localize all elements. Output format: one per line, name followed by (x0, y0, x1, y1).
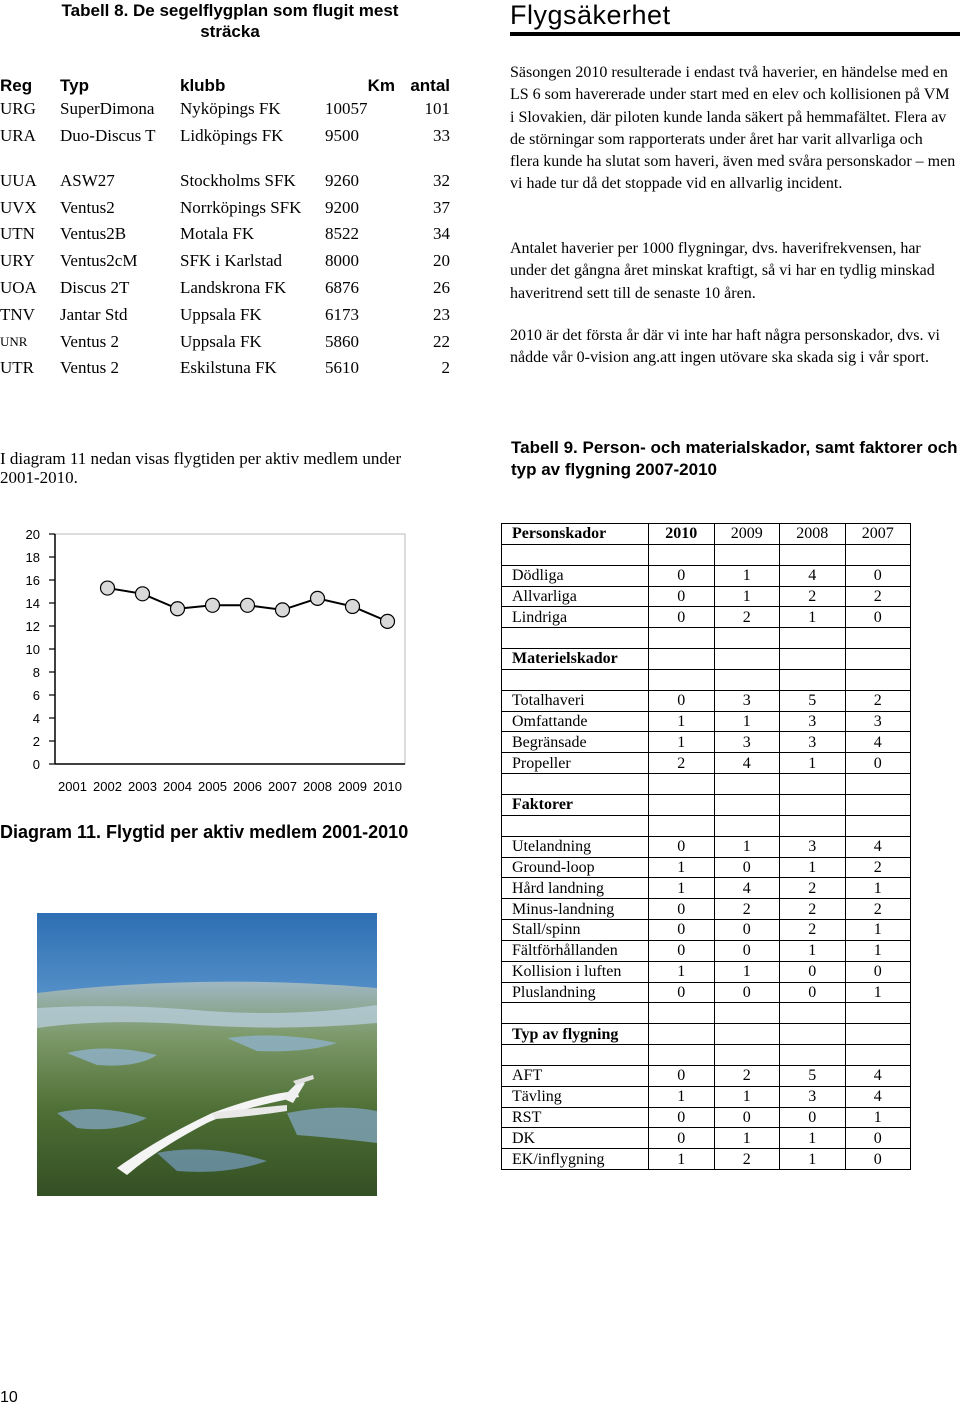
table9-value-cell: 0 (649, 607, 715, 628)
table8-cell-klubb: Motala FK (180, 224, 255, 244)
table9-empty-cell (780, 1003, 846, 1024)
table9-section-label: Materielskador (502, 649, 649, 670)
table9-empty-cell (845, 649, 911, 670)
table9-value-cell: 2 (714, 1149, 780, 1170)
table9-value-cell: 1 (845, 982, 911, 1003)
table9-row-label: Allvarliga (502, 586, 649, 607)
table9-spacer-row (502, 1045, 911, 1066)
table9-empty-cell (714, 794, 780, 815)
table9-row-label: Pluslandning (502, 982, 649, 1003)
table9-row-label: Stall/spinn (502, 920, 649, 941)
chart-x-tick-label: 2010 (373, 779, 402, 794)
table9-value-cell: 1 (714, 565, 780, 586)
table9-empty-cell (780, 649, 846, 670)
chart-data-point (206, 598, 220, 612)
table8-cell-reg: URA (0, 125, 36, 145)
table9-empty-cell (649, 628, 715, 649)
table9-value-cell: 0 (649, 586, 715, 607)
table9-empty-cell (845, 794, 911, 815)
table8-cell-antal: 23 (433, 304, 450, 324)
table8-cell-typ: Duo-Discus T (60, 125, 156, 145)
table9-value-cell: 0 (780, 982, 846, 1003)
table9-value-cell: 1 (780, 753, 846, 774)
table9-value-cell: 1 (714, 1086, 780, 1107)
table9-year-header: 2010 (649, 524, 715, 545)
table9-value-cell: 0 (780, 961, 846, 982)
table9-empty-cell (780, 1045, 846, 1066)
flygsakerhet-heading: Flygsäkerhet (510, 0, 960, 36)
table9-empty-cell (714, 815, 780, 836)
chart-y-tick-label: 14 (25, 596, 40, 611)
chart-y-tick-label: 0 (32, 757, 40, 772)
table8-cell-antal: 33 (433, 125, 450, 145)
chart-y-tick-label: 4 (32, 711, 40, 726)
table9-value-cell: 0 (845, 1149, 911, 1170)
table9-row (502, 857, 911, 878)
table9-value-cell: 2 (780, 899, 846, 920)
table9-row (502, 1086, 911, 1107)
table9 (501, 523, 911, 1170)
table9-value-cell: 3 (780, 836, 846, 857)
table8-row (0, 355, 460, 382)
table9-value-cell: 0 (649, 836, 715, 857)
flygsakerhet-paragraph-1: Säsongen 2010 resulterade i endast två haverier, en händelse med en LS 6 som havererade under start med en elev och kollisionen på VM i Slovakien, där piloten kunde landa säkert på hemmafältet. Flera av de störningar som rapporterats under året har varit allvarliga och flera kunde ha slutat som haveri, även med svåra personskador – men vi hade tur då det stoppade vid en allvarlig incident. (510, 64, 956, 193)
table9-empty-cell (502, 544, 649, 565)
table9-value-cell: 1 (780, 1128, 846, 1149)
table9-empty-cell (649, 669, 715, 690)
table8-cell-km: 6876 (325, 277, 359, 297)
glider-photo (37, 913, 377, 1196)
chart-data-point (171, 602, 185, 616)
table8-cell-typ: Jantar Std (60, 304, 128, 324)
table8-cell-typ: ASW27 (60, 170, 115, 190)
table9-empty-cell (845, 1045, 911, 1066)
table9-empty-cell (845, 1024, 911, 1045)
table8-cell-km: 10057 (325, 99, 368, 118)
table9-value-cell: 3 (845, 711, 911, 732)
table8-row (0, 123, 460, 168)
table9-empty-cell (649, 815, 715, 836)
table9-empty-cell (502, 1003, 649, 1024)
table9-row-label: Begränsade (502, 732, 649, 753)
table9-value-cell: 1 (845, 940, 911, 961)
table9-value-cell: 2 (845, 586, 911, 607)
table9-empty-cell (780, 669, 846, 690)
table9-empty-cell (780, 628, 846, 649)
table8-cell-km: 6173 (325, 304, 359, 324)
chart-x-tick-label: 2006 (233, 779, 262, 794)
table9-row-label: Lindriga (502, 607, 649, 628)
table8-cell-km: 9260 (325, 170, 359, 190)
table9-value-cell: 5 (780, 1065, 846, 1086)
table9-value-cell: 2 (780, 920, 846, 941)
table9-row (502, 940, 911, 961)
table9-empty-cell (845, 544, 911, 565)
table9-value-cell: 0 (649, 899, 715, 920)
table9-empty-cell (714, 1045, 780, 1066)
table9-section-row (502, 794, 911, 815)
table8-header-reg: Reg (0, 76, 33, 95)
table9-spacer-row (502, 669, 911, 690)
table9-value-cell: 0 (649, 920, 715, 941)
table8-cell-typ: SuperDimona (60, 99, 155, 118)
table9-value-cell: 0 (649, 1128, 715, 1149)
table8-cell-reg: TNV (0, 304, 35, 324)
table9-row-label: Hård landning (502, 878, 649, 899)
table8-cell-km: 9500 (325, 125, 359, 145)
table9-section-label: Faktorer (502, 794, 649, 815)
table9-value-cell: 4 (780, 565, 846, 586)
table9-value-cell: 1 (649, 732, 715, 753)
table9-row-label: Tävling (502, 1086, 649, 1107)
table9-row (502, 1107, 911, 1128)
table8-cell-antal: 2 (441, 358, 450, 378)
table9-row-label: RST (502, 1107, 649, 1128)
table8-cell-reg: UTR (0, 358, 34, 378)
table9-spacer-row (502, 544, 911, 565)
table9-value-cell: 3 (780, 732, 846, 753)
chart-data-point (381, 614, 395, 628)
table9-value-cell: 3 (714, 732, 780, 753)
table9-value-cell: 2 (845, 899, 911, 920)
table9-title: Tabell 9. Person- och materialskador, samt faktorer och typ av flygning 2007-2010 (511, 438, 958, 479)
table9-row (502, 753, 911, 774)
table9-spacer-row (502, 774, 911, 795)
table8-cell-klubb: Lidköpings FK (180, 125, 284, 145)
flygsakerhet-paragraph-3: 2010 är det första år där vi inte har haft några personskador, dvs. vi nådde vår 0-vision ang.att ingen utövare ska skada sig i vår sport. (510, 327, 940, 367)
table9-row-label: AFT (502, 1065, 649, 1086)
table9-value-cell: 0 (649, 1107, 715, 1128)
table9-empty-cell (845, 669, 911, 690)
page-number: 10 (0, 1389, 18, 1406)
chart-y-tick-label: 16 (25, 573, 40, 588)
table9-row (502, 878, 911, 899)
table9-value-cell: 0 (649, 690, 715, 711)
table8-cell-typ: Ventus 2 (60, 331, 120, 351)
table9-value-cell: 0 (845, 961, 911, 982)
table8-cell-km: 5610 (325, 358, 359, 378)
chart-x-tick-label: 2007 (268, 779, 297, 794)
table9-row-label: DK (502, 1128, 649, 1149)
table9-empty-cell (649, 649, 715, 670)
table9-value-cell: 4 (845, 732, 911, 753)
table9-empty-cell (714, 628, 780, 649)
table9-row (502, 732, 911, 753)
table9-row-label: Propeller (502, 753, 649, 774)
diagram-intro-paragraph: I diagram 11 nedan visas flygtiden per aktiv medlem under 2001-2010. (0, 449, 402, 487)
table8-row (0, 221, 460, 248)
table9-value-cell: 4 (714, 878, 780, 899)
table9-spacer-row (502, 628, 911, 649)
table9-row-label: Minus-landning (502, 899, 649, 920)
chart-data-point (346, 599, 360, 613)
table9-spacer-row (502, 1003, 911, 1024)
table8-cell-klubb: Uppsala FK (180, 331, 262, 351)
table9-empty-cell (714, 1024, 780, 1045)
table9-value-cell: 0 (714, 920, 780, 941)
table8-cell-antal: 32 (433, 170, 450, 190)
table9-section-row (502, 1024, 911, 1045)
table9-value-cell: 1 (649, 711, 715, 732)
table9-value-cell: 1 (649, 961, 715, 982)
table8-cell-typ: Ventus 2 (60, 358, 120, 378)
table8-cell-km: 5860 (325, 331, 359, 351)
table9-row-label: Utelandning (502, 836, 649, 857)
table9-value-cell: 4 (845, 836, 911, 857)
table8-row (0, 329, 460, 356)
table8-header-antal: antal (410, 76, 450, 95)
table8-cell-reg: UUA (0, 170, 37, 190)
chart-x-tick-label: 2009 (338, 779, 367, 794)
table9-empty-cell (714, 669, 780, 690)
table8-cell-klubb: SFK i Karlstad (180, 251, 282, 271)
table9-row-label: Fältförhållanden (502, 940, 649, 961)
table8-header-typ: Typ (60, 76, 89, 95)
table9-empty-cell (845, 1003, 911, 1024)
table9-empty-cell (845, 628, 911, 649)
table9-value-cell: 3 (780, 1086, 846, 1107)
table8-cell-km: 9200 (325, 197, 359, 217)
table9-empty-cell (714, 1003, 780, 1024)
table9-empty-cell (845, 774, 911, 795)
table9-row-label: Omfattande (502, 711, 649, 732)
table9-empty-cell (714, 774, 780, 795)
table9-row (502, 607, 911, 628)
table9-row (502, 1128, 911, 1149)
table9-value-cell: 0 (649, 565, 715, 586)
table9-row (502, 565, 911, 586)
flygsakerhet-paragraph-2: Antalet haverier per 1000 flygningar, dvs. haverifrekvensen, har under det gångna året minskat kraftigt, så vi har en tydlig minskad haveritrend sett till de senaste 10 åren. (510, 240, 935, 302)
table9-row-label: Kollision i luften (502, 961, 649, 982)
table9-year-header: 2008 (780, 524, 846, 545)
table8-cell-typ: Ventus2 (60, 197, 115, 217)
table9-year-header: 2009 (714, 524, 780, 545)
table9-value-cell: 3 (714, 690, 780, 711)
chart-data-point (311, 591, 325, 605)
chart-data-point (136, 587, 150, 601)
table9-value-cell: 0 (714, 940, 780, 961)
table9-value-cell: 0 (845, 565, 911, 586)
table9-year-header: 2007 (845, 524, 911, 545)
table9-value-cell: 2 (845, 857, 911, 878)
chart-y-tick-label: 18 (25, 550, 40, 565)
chart-plot-area (55, 534, 405, 764)
table8-header-row (0, 70, 460, 96)
table9-value-cell: 5 (780, 690, 846, 711)
table9-row (502, 1065, 911, 1086)
table9-empty-cell (780, 794, 846, 815)
table9-value-cell: 0 (714, 982, 780, 1003)
table9-value-cell: 0 (780, 1107, 846, 1128)
table9-section-label: Typ av flygning (502, 1024, 649, 1045)
table9-value-cell: 1 (714, 711, 780, 732)
chart-x-tick-label: 2008 (303, 779, 332, 794)
table8 (0, 70, 460, 382)
table8-cell-antal: 34 (433, 224, 450, 244)
table9-value-cell: 1 (780, 940, 846, 961)
table9-empty-cell (649, 1045, 715, 1066)
table8-cell-typ: Ventus2B (60, 224, 127, 244)
table9-row-label: Totalhaveri (502, 690, 649, 711)
table8-row (0, 275, 460, 302)
table9-empty-cell (502, 815, 649, 836)
table9-value-cell: 1 (649, 857, 715, 878)
table9-section-label: Personskador (502, 524, 649, 545)
table8-cell-klubb: Nyköpings FK (180, 99, 281, 118)
table8-row (0, 96, 460, 123)
table9-value-cell: 0 (714, 1107, 780, 1128)
table8-cell-reg: UVX (0, 197, 37, 217)
chart-y-tick-label: 6 (32, 688, 40, 703)
table8-header-km: Km (367, 76, 395, 95)
chart-x-tick-label: 2003 (128, 779, 157, 794)
table9-value-cell: 1 (780, 857, 846, 878)
table9-row (502, 920, 911, 941)
diagram-title: Diagram 11. Flygtid per aktiv medlem 2001-2010 (0, 822, 409, 842)
glider-photo-image (37, 913, 377, 1196)
table8-cell-reg: UTN (0, 224, 35, 244)
table8-header-klubb: klubb (180, 76, 226, 95)
chart-data-point (276, 603, 290, 617)
table9-row-label: Dödliga (502, 565, 649, 586)
chart-x-tick-label: 2005 (198, 779, 227, 794)
table8-cell-km: 8522 (325, 224, 359, 244)
chart-x-tick-label: 2002 (93, 779, 122, 794)
table9-row (502, 711, 911, 732)
chart-x-tick-label: 2004 (163, 779, 192, 794)
table8-row (0, 195, 460, 222)
table8-title: Tabell 8. De segelflygplan som flugit mest sträcka (61, 1, 399, 41)
table8-row (0, 168, 460, 195)
table8-cell-klubb: Eskilstuna FK (180, 358, 277, 378)
chart-data-point (241, 598, 255, 612)
table9-empty-cell (502, 628, 649, 649)
table9-row (502, 586, 911, 607)
table8-cell-antal: 26 (433, 277, 450, 297)
table9-row (502, 836, 911, 857)
table8-cell-reg: URG (0, 99, 36, 118)
table8-cell-klubb: Stockholms SFK (180, 170, 296, 190)
table9-value-cell: 0 (649, 1065, 715, 1086)
table9-row-label: Ground-loop (502, 857, 649, 878)
chart-y-tick-label: 20 (25, 527, 40, 542)
chart-y-tick-label: 2 (32, 734, 40, 749)
table9-empty-cell (649, 544, 715, 565)
table9-value-cell: 1 (714, 961, 780, 982)
table9-value-cell: 0 (845, 753, 911, 774)
table9-value-cell: 1 (780, 1149, 846, 1170)
table8-cell-klubb: Norrköpings SFK (180, 197, 302, 217)
chart-data-point (101, 581, 115, 595)
table9-empty-cell (780, 774, 846, 795)
chart-y-tick-label: 10 (25, 642, 40, 657)
table8-cell-antal: 20 (433, 251, 450, 271)
table9-value-cell: 1 (714, 1128, 780, 1149)
table8-cell-antal: 37 (433, 197, 450, 217)
table8-cell-antal: 22 (433, 331, 450, 351)
table9-value-cell: 0 (845, 607, 911, 628)
table9-value-cell: 2 (845, 690, 911, 711)
table8-cell-klubb: Landskrona FK (180, 277, 287, 297)
table9-value-cell: 1 (714, 836, 780, 857)
table8-cell-reg: UOA (0, 277, 37, 297)
table9-value-cell: 2 (714, 899, 780, 920)
table9-value-cell: 0 (845, 1128, 911, 1149)
table9-row (502, 1149, 911, 1170)
table9-empty-cell (649, 774, 715, 795)
table9-value-cell: 0 (649, 982, 715, 1003)
table9-value-cell: 4 (845, 1065, 911, 1086)
table9-value-cell: 1 (649, 1149, 715, 1170)
table8-cell-reg: URY (0, 251, 35, 271)
table9-value-cell: 0 (714, 857, 780, 878)
table9-empty-cell (780, 1024, 846, 1045)
table8-row (0, 248, 460, 275)
table9-row (502, 961, 911, 982)
table9-value-cell: 1 (780, 607, 846, 628)
table9-empty-cell (502, 774, 649, 795)
table9-row-label: EK/inflygning (502, 1149, 649, 1170)
table8-cell-reg: UNR (0, 333, 28, 349)
table9-empty-cell (649, 794, 715, 815)
table9-empty-cell (502, 669, 649, 690)
table9-value-cell: 1 (714, 586, 780, 607)
table9-value-cell: 2 (780, 878, 846, 899)
table9-empty-cell (502, 1045, 649, 1066)
table9-section-row (502, 524, 911, 545)
table8-row (0, 302, 460, 329)
table9-spacer-row (502, 815, 911, 836)
chart-y-tick-label: 8 (32, 665, 40, 680)
table9-value-cell: 1 (649, 1086, 715, 1107)
table9-value-cell: 1 (845, 878, 911, 899)
table9-row (502, 690, 911, 711)
flygtid-line-chart (0, 518, 440, 808)
table9-row (502, 899, 911, 920)
table9-section-row (502, 649, 911, 670)
table8-cell-km: 8000 (325, 251, 359, 271)
table9-value-cell: 1 (845, 1107, 911, 1128)
table9-value-cell: 1 (649, 878, 715, 899)
table9-value-cell: 4 (845, 1086, 911, 1107)
table8-cell-antal: 101 (424, 99, 450, 118)
table9-value-cell: 2 (649, 753, 715, 774)
table9-value-cell: 2 (714, 607, 780, 628)
chart-x-tick-label: 2001 (58, 779, 87, 794)
table9-empty-cell (714, 649, 780, 670)
table9-value-cell: 4 (714, 753, 780, 774)
table9-empty-cell (649, 1024, 715, 1045)
table9-row (502, 982, 911, 1003)
table9-empty-cell (845, 815, 911, 836)
table9-empty-cell (649, 1003, 715, 1024)
table8-cell-typ: Discus 2T (60, 277, 130, 297)
table9-value-cell: 3 (780, 711, 846, 732)
table9-value-cell: 0 (649, 940, 715, 961)
table9-empty-cell (780, 544, 846, 565)
chart-y-tick-label: 12 (25, 619, 40, 634)
table9-value-cell: 2 (714, 1065, 780, 1086)
table8-cell-klubb: Uppsala FK (180, 304, 262, 324)
table9-value-cell: 2 (780, 586, 846, 607)
table9-empty-cell (780, 815, 846, 836)
table8-cell-typ: Ventus2cM (60, 251, 138, 271)
table9-value-cell: 1 (845, 920, 911, 941)
table9-empty-cell (714, 544, 780, 565)
